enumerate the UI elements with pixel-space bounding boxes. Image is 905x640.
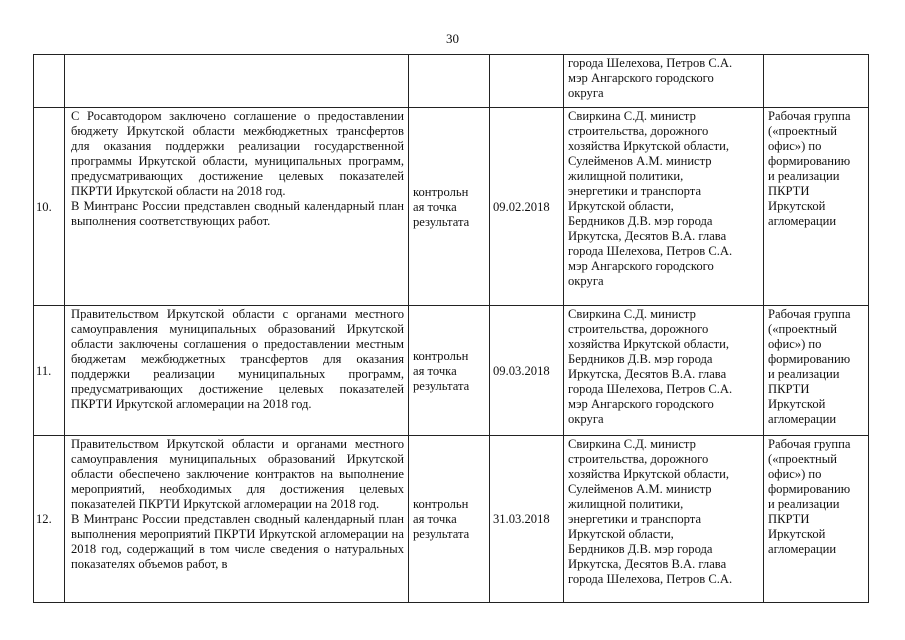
event-type bbox=[409, 306, 490, 436]
group-line: агломерации bbox=[768, 542, 837, 556]
group-line: Иркутской bbox=[768, 527, 826, 541]
group-line: и реализации bbox=[768, 367, 840, 381]
row-number: 10. bbox=[34, 108, 65, 306]
table-row bbox=[34, 306, 869, 436]
type-line: ая точка bbox=[413, 512, 457, 526]
description-paragraph: В Минтранс России представлен сводный календарный план выполнения соответствующих работ. bbox=[71, 199, 404, 228]
person-line: мэр Ангарского городского bbox=[568, 397, 714, 411]
group-line: и реализации bbox=[768, 497, 840, 511]
person-line: Сулейменов А.М. министр bbox=[568, 154, 712, 168]
event-date: 09.03.2018 bbox=[490, 306, 564, 436]
group-line: и реализации bbox=[768, 169, 840, 183]
person-line: города Шелехова, Петров С.А. bbox=[568, 56, 733, 70]
person-line: Свиркина С.Д. министр bbox=[568, 307, 696, 321]
person-line: энергетики и транспорта bbox=[568, 512, 702, 526]
person-line: мэр Ангарского городского bbox=[568, 71, 714, 85]
event-description bbox=[65, 436, 409, 603]
responsible-group bbox=[764, 108, 869, 306]
event-type bbox=[409, 108, 490, 306]
row-number bbox=[34, 55, 65, 108]
person-line: Свиркина С.Д. министр bbox=[568, 109, 696, 123]
person-line: города Шелехова, Петров С.А. bbox=[568, 244, 733, 258]
event-description bbox=[65, 108, 409, 306]
description-paragraph: В Минтранс России представлен сводный календарный план выполнения мероприятий ПКРТИ Иркутской агломерации на 2018 год, содержащий в том числе сведения о натуральных показателях объемов работ, в bbox=[71, 512, 404, 571]
group-line: Рабочая группа bbox=[768, 307, 851, 321]
person-line: города Шелехова, Петров С.А. bbox=[568, 572, 733, 586]
responsible-group bbox=[764, 306, 869, 436]
group-line: Иркутской bbox=[768, 199, 826, 213]
group-line: Рабочая группа bbox=[768, 109, 851, 123]
event-type bbox=[409, 436, 490, 603]
group-line: офис») по bbox=[768, 139, 822, 153]
person-line: хозяйства Иркутской области, bbox=[568, 337, 730, 351]
description-paragraph: С Росавтодором заключено соглашение о предоставлении бюджету Иркутской области межбюджетных трансфертов для оказания поддержки реализации государственной программы Иркутской области, муниципальных программ, предусматривающих достижение целевых показателей ПКРТИ Иркутской области на 2018 год. bbox=[71, 109, 404, 198]
group-line: агломерации bbox=[768, 412, 837, 426]
person-line: хозяйства Иркутской области, bbox=[568, 467, 730, 481]
group-line: агломерации bbox=[768, 214, 837, 228]
type-line: результата bbox=[413, 527, 470, 541]
event-description bbox=[65, 55, 409, 108]
type-line: контрольн bbox=[413, 348, 469, 363]
group-line: («проектный bbox=[768, 322, 837, 336]
person-line: Иркутска, Десятов В.А. глава bbox=[568, 367, 727, 381]
table-row bbox=[34, 55, 869, 108]
person-line: Иркутской области, bbox=[568, 527, 674, 541]
responsible-persons bbox=[564, 55, 764, 108]
person-line: Иркутской области, bbox=[568, 199, 674, 213]
type-line: результата bbox=[413, 214, 470, 229]
person-line: Иркутска, Десятов В.А. глава bbox=[568, 557, 727, 571]
person-line: округа bbox=[568, 412, 604, 426]
group-line: ПКРТИ bbox=[768, 512, 810, 526]
group-line: формированию bbox=[768, 154, 851, 168]
plan-table bbox=[33, 54, 869, 603]
person-line: Сулейменов А.М. министр bbox=[568, 482, 712, 496]
person-line: Бердников Д.В. мэр города bbox=[568, 542, 713, 556]
type-line: результата bbox=[413, 378, 470, 393]
event-date: 09.02.2018 bbox=[490, 108, 564, 306]
person-line: округа bbox=[568, 274, 604, 288]
type-line: ая точка bbox=[413, 363, 457, 378]
person-line: энергетики и транспорта bbox=[568, 184, 702, 198]
event-description bbox=[65, 306, 409, 436]
group-line: офис») по bbox=[768, 337, 822, 351]
row-number: 12. bbox=[34, 436, 65, 603]
person-line: Бердников Д.В. мэр города bbox=[568, 352, 713, 366]
description-paragraph: Правительством Иркутской области и органами местного самоуправления муниципальных образований Иркутской области обеспечено заключение контрактов на выполнение мероприятий, необходимых для достижения целевых показателей ПКРТИ Иркутской агломерации на 2018 год. bbox=[71, 437, 404, 511]
group-line: ПКРТИ bbox=[768, 382, 810, 396]
group-line: ПКРТИ bbox=[768, 184, 810, 198]
table-row bbox=[34, 108, 869, 306]
person-line: округа bbox=[568, 86, 604, 100]
person-line: города Шелехова, Петров С.А. bbox=[568, 382, 733, 396]
type-line: ая точка bbox=[413, 199, 457, 214]
person-line: строительства, дорожного bbox=[568, 124, 709, 138]
person-line: строительства, дорожного bbox=[568, 322, 709, 336]
group-line: офис») по bbox=[768, 467, 822, 481]
group-line: формированию bbox=[768, 482, 851, 496]
event-date bbox=[490, 55, 564, 108]
person-line: жилищной политики, bbox=[568, 169, 684, 183]
table-row bbox=[34, 436, 869, 603]
person-line: жилищной политики, bbox=[568, 497, 684, 511]
responsible-persons bbox=[564, 306, 764, 436]
person-line: хозяйства Иркутской области, bbox=[568, 139, 730, 153]
responsible-group bbox=[764, 436, 869, 603]
event-date: 31.03.2018 bbox=[490, 436, 564, 603]
responsible-persons bbox=[564, 108, 764, 306]
group-line: («проектный bbox=[768, 452, 837, 466]
person-line: Бердников Д.В. мэр города bbox=[568, 214, 713, 228]
group-line: Рабочая группа bbox=[768, 437, 851, 451]
description-paragraph: Правительством Иркутской области с органами местного самоуправления муниципальных образований Иркутской области заключены соглашения о предоставлении местным бюджетам межбюджетных трансфертов для оказания поддержки реализации муниципальных программ, предусматривающих достижение целевых показателей ПКРТИ Иркутской агломерации на 2018 год. bbox=[71, 307, 404, 411]
type-line: контрольн bbox=[413, 497, 469, 511]
group-line: («проектный bbox=[768, 124, 837, 138]
page-number: 30 bbox=[446, 31, 459, 46]
person-line: Иркутска, Десятов В.А. глава bbox=[568, 229, 727, 243]
person-line: строительства, дорожного bbox=[568, 452, 709, 466]
responsible-persons bbox=[564, 436, 764, 603]
responsible-group bbox=[764, 55, 869, 108]
person-line: Свиркина С.Д. министр bbox=[568, 437, 696, 451]
person-line: мэр Ангарского городского bbox=[568, 259, 714, 273]
group-line: формированию bbox=[768, 352, 851, 366]
row-number: 11. bbox=[34, 306, 65, 436]
event-type bbox=[409, 55, 490, 108]
group-line: Иркутской bbox=[768, 397, 826, 411]
type-line: контрольн bbox=[413, 184, 469, 199]
